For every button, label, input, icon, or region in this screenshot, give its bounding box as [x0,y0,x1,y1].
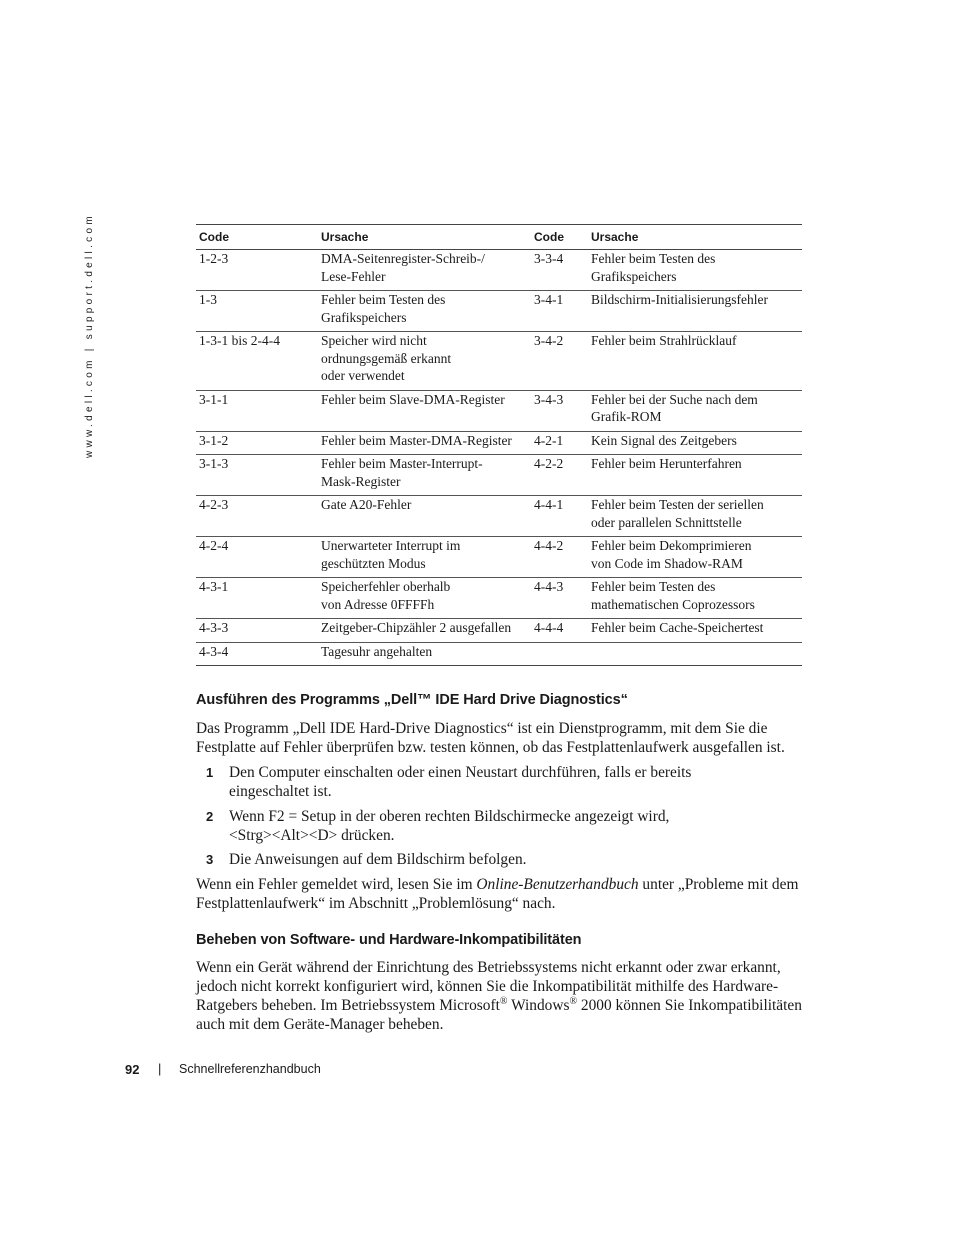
header-code-1: Code [196,225,318,250]
cause-cell [318,332,531,391]
table-row [196,578,802,619]
cause-text: Fehler beim Testen des Grafikspeichers [321,292,446,325]
code-cell [531,496,588,537]
code-text: 3-3-4 [534,251,564,266]
code-cell [196,578,318,619]
step-number: 2 [206,809,214,824]
section-heading-diagnostics: Ausführen des Programms „Dell™ IDE Hard Drive Diagnostics“ [196,692,628,708]
code-text: 1-3-1 bis 2-4-4 [199,333,280,348]
registered-mark: ® [499,995,508,1007]
beep-code-table [196,224,802,666]
cause-cell [588,642,802,666]
note-text-before: Wenn ein Fehler gemeldet wird, lesen Sie im [196,876,477,893]
diagnostics-note [196,875,816,913]
sidebar-url: www.dell.com | support.dell.com [84,213,95,458]
code-cell [196,291,318,332]
table-row [196,537,802,578]
code-text: 4-3-4 [199,643,229,659]
table-body [196,250,802,666]
table-row [196,642,802,666]
code-text: 3-1-2 [199,432,229,448]
table-header-row [196,225,802,250]
step-text: Den Computer einschalten oder einen Neustart durchführen, falls er bereits eingeschaltet ist. [229,764,692,800]
code-cell [531,390,588,431]
code-text: 3-1-3 [199,456,229,471]
cause-text: Fehler beim Dekomprimieren von Code im Shadow-RAM [591,538,752,571]
table-row [196,291,802,332]
cause-text: Fehler beim Herunterfahren [591,456,742,471]
section-heading-incompatibilities: Beheben von Software- und Hardware-Inkompatibilitäten [196,932,582,948]
code-text: 4-2-1 [534,432,564,448]
table-row [196,496,802,537]
code-cell [531,332,588,391]
header-code-2: Code [531,225,588,250]
cause-cell [318,496,531,537]
cause-cell [588,496,802,537]
cause-text: Fehler beim Testen der seriellen oder parallelen Schnittstelle [591,497,764,530]
step-text: Die Anweisungen auf dem Bildschirm befolgen. [229,851,527,868]
step-item [196,763,816,801]
step-item [196,807,816,845]
cause-cell [588,291,802,332]
code-cell [531,431,588,455]
code-cell [196,455,318,496]
note-text-after: unter „Probleme mit dem Festplattenlaufwerk“ im Abschnitt „Problemlösung“ nach. [196,876,799,912]
cause-text: Bildschirm-Initialisierungsfehler [591,292,768,307]
cause-text: Fehler beim Master-Interrupt- Mask-Register [321,456,483,489]
incompat-text-3: 2000 können Sie Inkompatibilitäten auch mit dem Geräte-Manager beheben. [196,997,802,1033]
cause-text: Speicher wird nicht ordnungsgemäß erkannt oder verwendet [321,333,452,383]
code-cell [531,642,588,666]
cause-text: Fehler beim Testen des mathematischen Coprozessors [591,579,755,612]
code-cell [531,291,588,332]
step-number: 1 [206,765,214,780]
cause-cell [318,431,531,455]
cause-cell [318,455,531,496]
table-row [196,390,802,431]
code-cell [196,496,318,537]
cause-text: Fehler beim Testen des Grafikspeichers [591,251,716,284]
cause-cell [588,455,802,496]
note-manual-title: Online-Benutzerhandbuch [476,876,639,893]
code-cell [196,390,318,431]
cause-text: Speicherfehler oberhalb von Adresse 0FFFFh [321,579,451,612]
code-cell [531,250,588,291]
cause-text: DMA-Seitenregister-Schreib-/ Lese-Fehler [321,251,485,284]
incompatibilities-text [196,958,816,1034]
cause-cell [318,619,531,643]
cause-cell [318,642,531,666]
step-text: Wenn F2 = Setup in der oberen rechten Bildschirmecke angezeigt wird, <Strg><Alt><D> drücken. [229,808,670,844]
cause-text: Fehler bei der Suche nach dem Grafik-ROM [591,391,758,424]
table-row [196,619,802,643]
code-text: 4-4-4 [534,620,564,635]
cause-cell [318,390,531,431]
footer-title: Schnellreferenzhandbuch [179,1062,321,1076]
cause-text: Fehler beim Strahlrücklauf [591,333,737,348]
cause-text: Fehler beim Master-DMA-Register [321,432,512,448]
code-text: 3-4-1 [534,292,564,307]
table-row [196,332,802,391]
incompat-text-2: Windows [507,997,570,1014]
cause-cell [588,537,802,578]
cause-cell [318,537,531,578]
code-cell [196,431,318,455]
cause-cell [588,250,802,291]
code-text: 3-4-2 [534,333,564,348]
table-row [196,431,802,455]
footer-separator: | [158,1061,162,1076]
cause-cell [318,250,531,291]
registered-mark: ® [569,995,578,1007]
cause-cell [588,332,802,391]
code-cell [196,619,318,643]
code-text: 3-4-3 [534,391,564,407]
cause-text: Unerwarteter Interrupt im geschützten Modus [321,538,461,571]
code-text: 4-4-2 [534,538,564,553]
cause-cell [318,291,531,332]
cause-text: Fehler beim Slave-DMA-Register [321,391,505,407]
cause-cell [588,390,802,431]
cause-text: Fehler beim Cache-Speichertest [591,620,764,635]
cause-text: Zeitgeber-Chipzähler 2 ausgefallen [321,620,512,635]
code-text: 4-2-2 [534,456,564,471]
code-cell [196,642,318,666]
incompat-text-1: Wenn ein Gerät während der Einrichtung des Betriebssystems nicht erkannt oder zwar erkannt, jedoch nicht korrekt konfiguriert wird, können Sie die Inkompatibilität mithilfe des Hardware-Ratgebers beheben. Im Betriebssystem Microsoft [196,959,781,1014]
cause-text: Kein Signal des Zeitgebers [591,432,737,448]
code-cell [196,250,318,291]
diagnostics-intro: Das Programm „Dell IDE Hard-Drive Diagnostics“ ist ein Dienstprogramm, mit dem Sie die Festplatte auf Fehler überprüfen bzw. testen können, ob das Festplattenlaufwerk ausgefallen ist. [196,720,785,756]
header-cause-1: Ursache [318,225,531,250]
table-row [196,455,802,496]
cause-cell [588,578,802,619]
table-row [196,250,802,291]
code-cell [531,578,588,619]
code-text: 4-4-1 [534,497,564,512]
step-item [196,850,816,869]
code-cell [196,537,318,578]
header-cause-2: Ursache [588,225,802,250]
code-text: 4-3-3 [199,620,229,635]
page-number: 92 [125,1062,140,1077]
cause-cell [588,431,802,455]
code-text: 4-3-1 [199,579,229,594]
code-cell [196,332,318,391]
cause-text: Gate A20-Fehler [321,497,412,512]
code-cell [531,619,588,643]
code-text: 4-4-3 [534,579,564,594]
code-text: 4-2-3 [199,497,229,512]
code-text: 1-3 [199,292,217,307]
code-cell [531,537,588,578]
code-text: 4-2-4 [199,538,229,553]
cause-cell [588,619,802,643]
code-cell [531,455,588,496]
cause-cell [318,578,531,619]
code-text: 3-1-1 [199,391,229,407]
cause-text: Tagesuhr angehalten [321,643,433,659]
code-text: 1-2-3 [199,251,229,266]
step-number: 3 [206,852,214,867]
